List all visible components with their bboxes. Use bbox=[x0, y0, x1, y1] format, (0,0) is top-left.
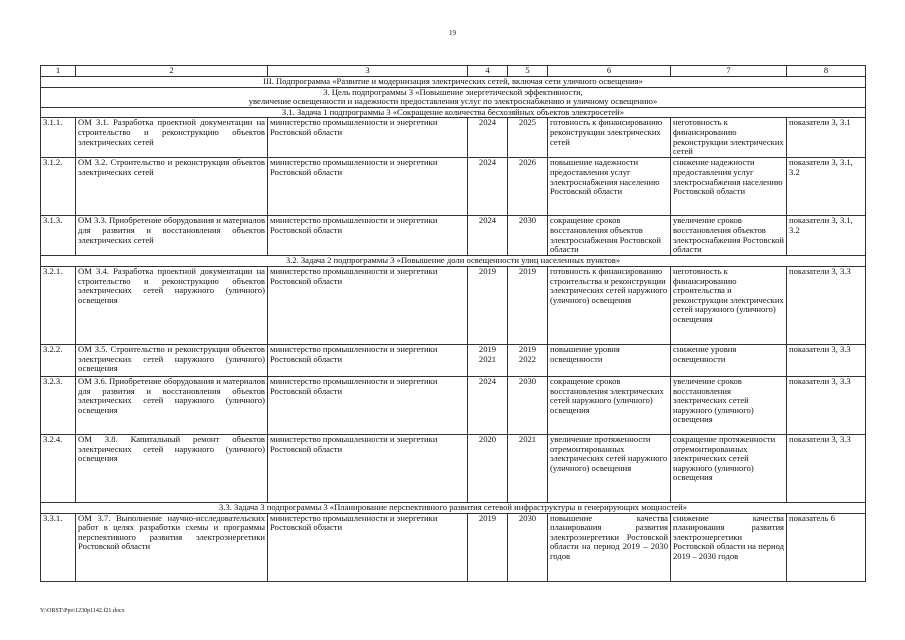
table-row bbox=[41, 376, 866, 434]
measure-cell: ОМ 3.8. Капитальный ремонт объектов электрических сетей наружного (уличного) освещения bbox=[76, 434, 268, 502]
task-title: 3.1. Задача 1 подпрограммы 3 «Сокращение количества бесхозяйных объектов электросетей» bbox=[41, 107, 866, 118]
start-year: 2020 bbox=[468, 434, 508, 502]
indicators-cell: показатели 3, 3.1 bbox=[787, 118, 866, 158]
row-number: 3.3.1. bbox=[41, 513, 76, 581]
start-year: 2024 bbox=[468, 158, 508, 216]
result-cell: готовность к финансированию реконструкции электрических сетей bbox=[548, 118, 671, 158]
measure-cell: ОМ 3.5. Строительство и реконструкция объектов электрических сетей наружного (уличного) освещения bbox=[76, 344, 268, 376]
goal-title bbox=[41, 87, 866, 107]
goal-line: 3. Цель подпрограммы 3 «Повышение энергетической эффективности, bbox=[323, 87, 583, 97]
task-title: 3.2. Задача 2 подпрограммы 3 «Повышение доли освещенности улиц населенных пунктов» bbox=[41, 256, 866, 267]
measure-cell: ОМ 3.7. Выполнение научно-исследовательских работ в целях разработки схемы и программы перспективного развития электроэнергетики Ростовской области bbox=[76, 513, 268, 581]
measure-cell: ОМ 3.6. Приобретение оборудования и материалов для развития и восстановления объектов электрических сетей наружного (уличного) освещения bbox=[76, 376, 268, 434]
end-year: 2019 2022 bbox=[508, 344, 548, 376]
consequence-cell: увеличение сроков восстановления объектов электроснабжения Ростовской области bbox=[671, 216, 787, 256]
result-cell: сокращение сроков восстановления электрических сетей наружного (уличного) освещения bbox=[548, 376, 671, 434]
consequence-cell: сокращение протяженности отремонтированных электрических сетей наружного (уличного) освещения bbox=[671, 434, 787, 502]
col-header: 4 bbox=[468, 66, 508, 77]
col-header: 5 bbox=[508, 66, 548, 77]
indicators-cell: показатель 6 bbox=[787, 513, 866, 581]
executor-cell: министерство промышленности и энергетики Ростовской области bbox=[268, 344, 468, 376]
table-row bbox=[41, 158, 866, 216]
row-number: 3.1.3. bbox=[41, 216, 76, 256]
task-row bbox=[41, 502, 866, 513]
measure-cell: ОМ 3.2. Строительство и реконструкция объектов электрических сетей bbox=[76, 158, 268, 216]
page-number: 19 bbox=[449, 29, 456, 37]
result-cell: повышение уровня освещенности bbox=[548, 344, 671, 376]
result-cell: повышение качества планирования развития электроэнергетики Ростовской области на период 2019 – 2030 годов bbox=[548, 513, 671, 581]
row-number: 3.1.1. bbox=[41, 118, 76, 158]
executor-cell: министерство промышленности и энергетики Ростовской области bbox=[268, 158, 468, 216]
column-number-row bbox=[41, 66, 866, 77]
table-row bbox=[41, 266, 866, 344]
task-title: 3.3. Задача 3 подпрограммы 3 «Планирование перспективного развития сетевой инфраструктуры и генерирующих мощностей» bbox=[41, 502, 866, 513]
indicators-cell: показатели 3, 3.1, 3.2 bbox=[787, 158, 866, 216]
consequence-cell: неготовность к финансированию строительства и реконструкции электрических сетей наружного (уличного) освещения bbox=[671, 266, 787, 344]
indicators-cell: показатели 3, 3.3 bbox=[787, 434, 866, 502]
end-year: 2025 bbox=[508, 118, 548, 158]
section-title-row bbox=[41, 77, 866, 88]
consequence-cell: снижение качества планирования развития электроэнергетики Ростовской области на период 2019 – 2030 годов bbox=[671, 513, 787, 581]
end-year: 2021 bbox=[508, 434, 548, 502]
col-header: 1 bbox=[41, 66, 76, 77]
executor-cell: министерство промышленности и энергетики Ростовской области bbox=[268, 434, 468, 502]
goal-line: увеличение освещенности и надежности предоставления услуг по электроснабжению и уличному освещению» bbox=[248, 96, 658, 107]
row-number: 3.1.2. bbox=[41, 158, 76, 216]
measure-cell: ОМ 3.1. Разработка проектной документации на строительство и реконструкцию объектов электрических сетей bbox=[76, 118, 268, 158]
task-row bbox=[41, 107, 866, 118]
start-year: 2024 bbox=[468, 376, 508, 434]
result-cell: повышение надежности предоставления услуг электроснабжения населению Ростовской области bbox=[548, 158, 671, 216]
start-year: 2019 bbox=[468, 513, 508, 581]
program-table bbox=[40, 65, 866, 582]
consequence-cell: снижение уровня освещенности bbox=[671, 344, 787, 376]
row-number: 3.2.3. bbox=[41, 376, 76, 434]
end-year: 2030 bbox=[508, 376, 548, 434]
file-path-footer: Y:\ORST\Ppo\1230p1142.f21.docx bbox=[40, 608, 125, 614]
table-row bbox=[41, 216, 866, 256]
executor-cell: министерство промышленности и энергетики Ростовской области bbox=[268, 118, 468, 158]
start-year: 2024 bbox=[468, 118, 508, 158]
table-row bbox=[41, 344, 866, 376]
col-header: 3 bbox=[268, 66, 468, 77]
start-year: 2019 2021 bbox=[468, 344, 508, 376]
col-header: 6 bbox=[548, 66, 671, 77]
result-cell: увеличение протяженности отремонтированных электрических сетей наружного (уличного) освещения bbox=[548, 434, 671, 502]
consequence-cell: неготовность к финансированию реконструкции электрических сетей bbox=[671, 118, 787, 158]
col-header: 7 bbox=[671, 66, 787, 77]
section-title: III. Подпрограмма «Развитие и модернизация электрических сетей, включая сети уличного освещения» bbox=[41, 77, 866, 88]
executor-cell: министерство промышленности и энергетики Ростовской области bbox=[268, 376, 468, 434]
indicators-cell: показатели 3, 3.3 bbox=[787, 344, 866, 376]
indicators-cell: показатели 3, 3.3 bbox=[787, 376, 866, 434]
col-header: 8 bbox=[787, 66, 866, 77]
end-year: 2030 bbox=[508, 513, 548, 581]
measure-cell: ОМ 3.4. Разработка проектной документации на строительство и реконструкцию объектов электрических сетей наружного (уличного) освещения bbox=[76, 266, 268, 344]
executor-cell: министерство промышленности и энергетики Ростовской области bbox=[268, 513, 468, 581]
result-cell: готовность к финансированию строительства и реконструкции электрических сетей наружного (уличного) освещения bbox=[548, 266, 671, 344]
consequence-cell: увеличение сроков восстановления электрических сетей наружного (уличного) освещения bbox=[671, 376, 787, 434]
goal-row bbox=[41, 87, 866, 107]
end-year: 2019 bbox=[508, 266, 548, 344]
start-year: 2024 bbox=[468, 216, 508, 256]
consequence-cell: снижение надежности предоставления услуг электроснабжения населению Ростовской области bbox=[671, 158, 787, 216]
table-row bbox=[41, 513, 866, 581]
row-number: 3.2.2. bbox=[41, 344, 76, 376]
executor-cell: министерство промышленности и энергетики Ростовской области bbox=[268, 266, 468, 344]
row-number: 3.2.1. bbox=[41, 266, 76, 344]
end-year: 2026 bbox=[508, 158, 548, 216]
table-row bbox=[41, 118, 866, 158]
table-row bbox=[41, 434, 866, 502]
start-year: 2019 bbox=[468, 266, 508, 344]
indicators-cell: показатели 3, 3.1, 3.2 bbox=[787, 216, 866, 256]
task-row bbox=[41, 256, 866, 267]
result-cell: сокращение сроков восстановления объектов электроснабжения Ростовской области bbox=[548, 216, 671, 256]
measure-cell: ОМ 3.3. Приобретение оборудования и материалов для развития и восстановления объектов электрических сетей bbox=[76, 216, 268, 256]
executor-cell: министерство промышленности и энергетики Ростовской области bbox=[268, 216, 468, 256]
end-year: 2030 bbox=[508, 216, 548, 256]
col-header: 2 bbox=[76, 66, 268, 77]
indicators-cell: показатели 3, 3.3 bbox=[787, 266, 866, 344]
row-number: 3.2.4. bbox=[41, 434, 76, 502]
